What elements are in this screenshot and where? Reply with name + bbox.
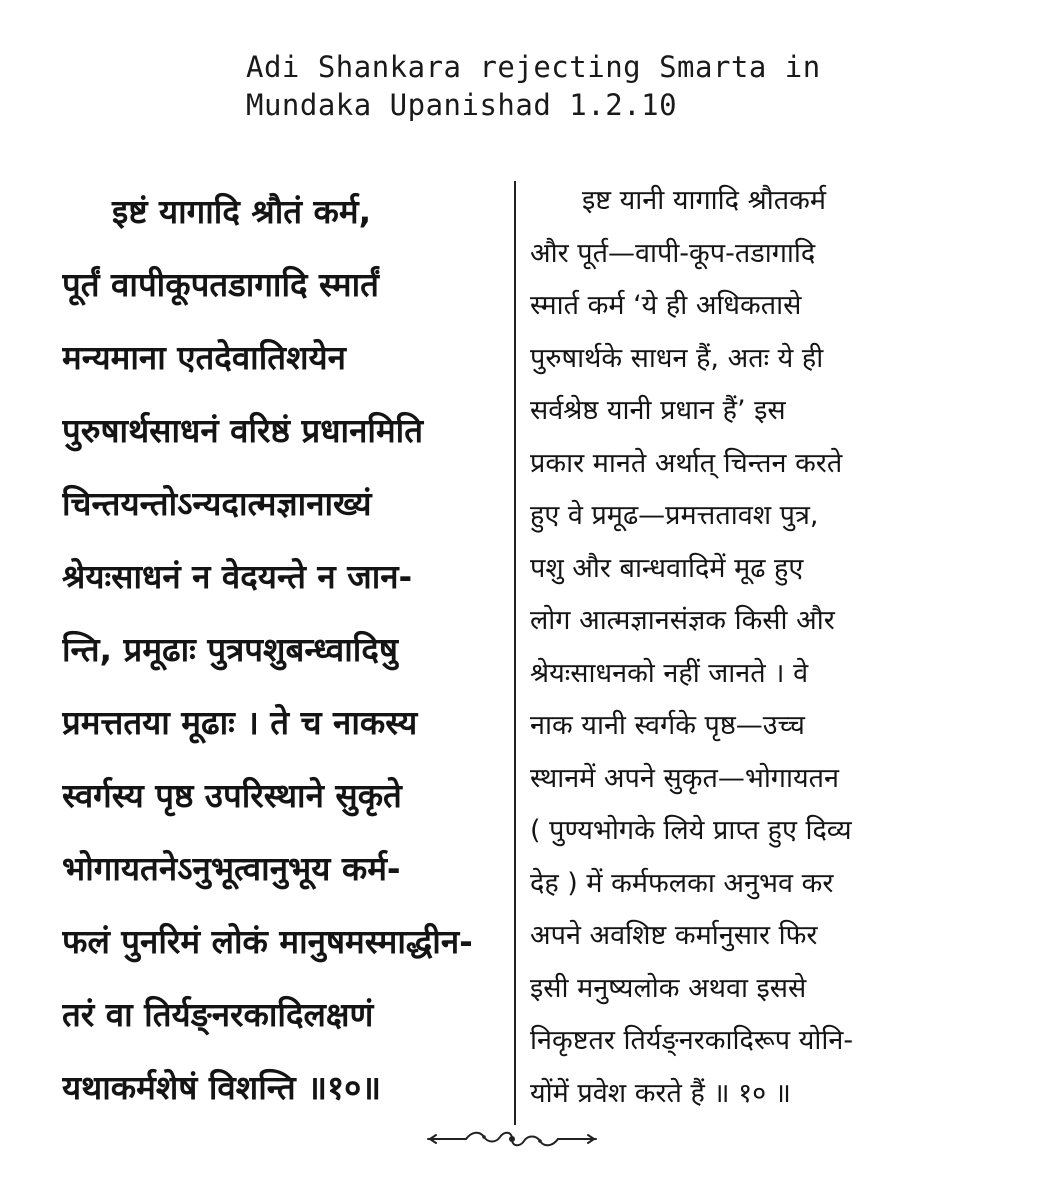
sanskrit-line: प्रमत्ततया मूढाः । ते च नाकस्य (62, 703, 418, 742)
caption-line-2: Mundaka Upanishad 1.2.10 (246, 88, 678, 122)
hindi-line: श्रेयःसाधनको नहीं जानते । वे (530, 657, 809, 689)
hindi-line: सर्वश्रेष्ठ यानी प्रधान हैं’ इस (530, 395, 786, 426)
column-divider (514, 181, 516, 1125)
hindi-line: और पूर्त—वापी-कूप-तडागादि (530, 237, 816, 269)
scanned-page (62, 175, 982, 1133)
sanskrit-commentary-column (62, 175, 494, 1124)
hindi-translation-column (530, 175, 960, 1120)
hindi-line: पशु और बान्धवादिमें मूढ हुए (530, 552, 804, 584)
hindi-line: देह ) में कर्मफलका अनुभव कर (530, 867, 834, 899)
hindi-line: योंमें प्रवेश करते हैं ॥ १० ॥ (530, 1077, 791, 1109)
sanskrit-line: चिन्तयन्तोऽन्यदात्मज्ञानाख्यं (62, 484, 372, 523)
hindi-line: स्मार्त कर्म ‘ये ही अधिकतासे (530, 290, 802, 321)
sanskrit-line: मन्यमाना एतदेवातिशयेन (62, 338, 346, 377)
hindi-line: हुए वे प्रमूढ—प्रमत्ततावश पुत्र, (530, 500, 819, 531)
hindi-line: प्रकार मानते अर्थात् चिन्तन करते (530, 447, 843, 479)
sanskrit-line: श्रेयःसाधनं न वेदयन्ते न जान- (62, 557, 413, 596)
image-caption (246, 48, 1006, 124)
hindi-line: इसी मनुष्यलोक अथवा इससे (530, 972, 807, 1004)
hindi-line: निकृष्टतर तिर्यङ्नरकादिरूप योनि- (530, 1025, 854, 1056)
decorative-ornament-icon (426, 1128, 598, 1150)
sanskrit-line: न्ति, प्रमूढाः पुत्रपशुबन्ध्वादिषु (62, 630, 398, 669)
sanskrit-line: भोगायतनेऽनुभूत्वानुभूय कर्म- (62, 849, 401, 888)
hindi-line: ( पुण्यभोगके लिये प्राप्त हुए दिव्य (530, 815, 852, 846)
sanskrit-line: यथाकर्मशेषं विशन्ति ॥१०॥ (62, 1068, 382, 1107)
hindi-line: इष्ट यानी यागादि श्रौतकर्म (582, 185, 826, 216)
sanskrit-line: पूर्तं वापीकूपतडागादि स्मार्तं (62, 265, 379, 304)
caption-line-1: Adi Shankara rejecting Smarta in (246, 50, 821, 84)
hindi-line: स्थानमें अपने सुकृत—भोगायतन (530, 762, 840, 794)
hindi-line: पुरुषार्थके साधन हैं, अतः ये ही (530, 342, 824, 374)
hindi-line: अपने अवशिष्ट कर्मानुसार फिर (530, 920, 818, 951)
sanskrit-line: तरं वा तिर्यङ्नरकादिलक्षणं (62, 995, 374, 1034)
hindi-line: लोग आत्मज्ञानसंज्ञक किसी और (530, 605, 835, 636)
sanskrit-line: फलं पुनरिमं लोकं मानुषमस्माद्धीन- (62, 922, 473, 961)
sanskrit-line: स्वर्गस्य पृष्ठ उपरिस्थाने सुकृते (62, 776, 402, 815)
sanskrit-line: पुरुषार्थसाधनं वरिष्ठं प्रधानमिति (62, 411, 424, 450)
sanskrit-line: इष्टं यागादि श्रौतं कर्म, (112, 192, 372, 231)
hindi-line: नाक यानी स्वर्गके पृष्ठ—उच्च (530, 710, 805, 741)
